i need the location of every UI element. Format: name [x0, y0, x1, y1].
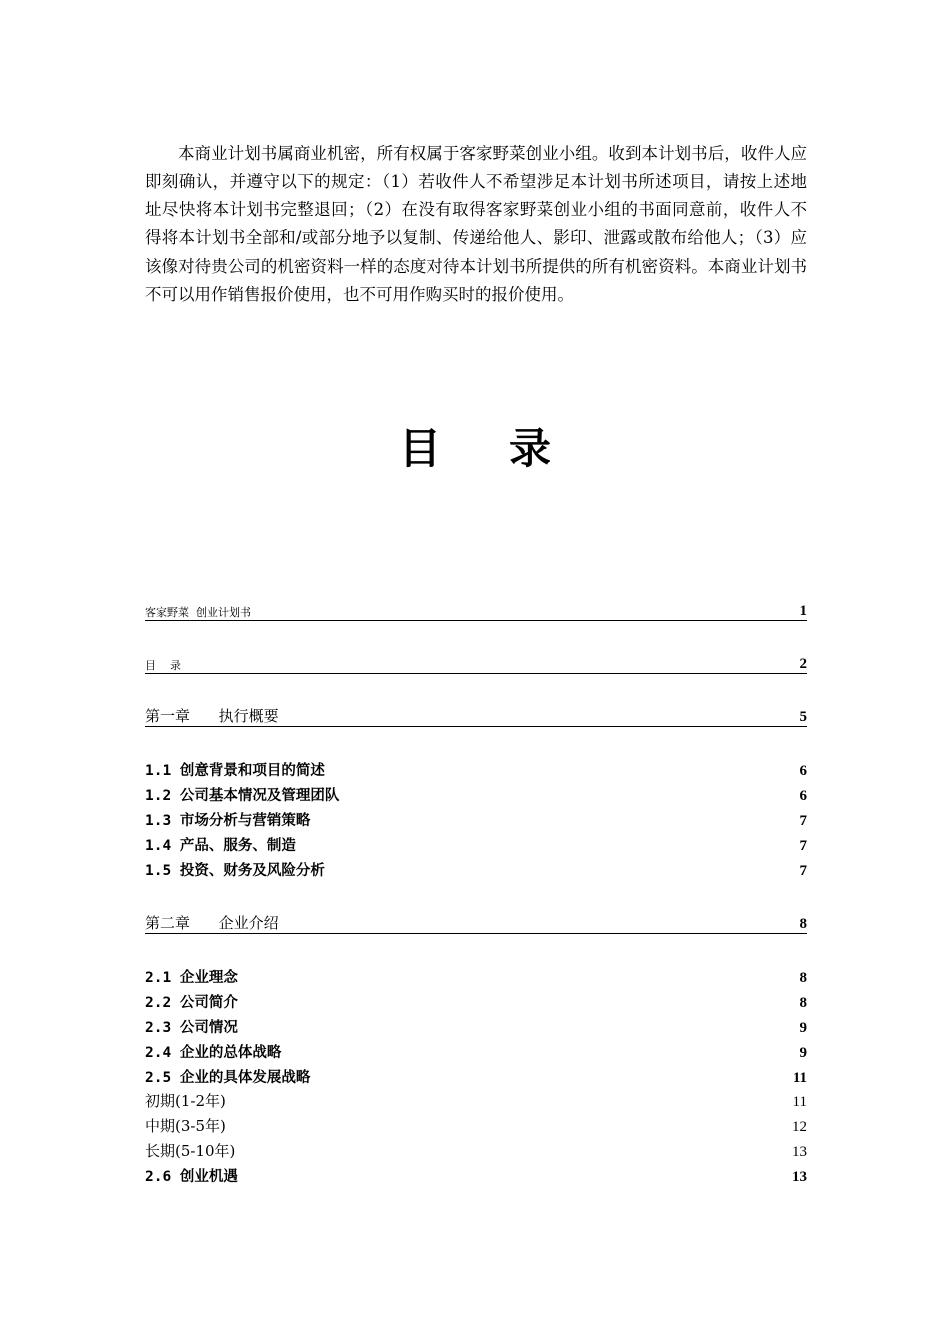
toc-entry-plan-title[interactable]	[145, 598, 807, 621]
toc-label: 客家野菜 创业计划书	[145, 606, 251, 619]
toc-entry[interactable]	[145, 833, 807, 855]
toc-label: 2.4 企业的总体战略	[145, 1045, 282, 1061]
toc-page-number: 6	[799, 763, 807, 779]
toc-entry-contents[interactable]	[145, 651, 807, 674]
toc-label: 长期(5-10年)	[145, 1142, 236, 1160]
toc-entry[interactable]	[145, 758, 807, 780]
toc-page-number: 7	[799, 838, 807, 854]
toc-label: 1.3 市场分析与营销策略	[145, 813, 311, 829]
toc-page-number: 2	[799, 656, 807, 672]
toc-entry[interactable]	[145, 990, 807, 1012]
toc-entry[interactable]	[145, 1164, 807, 1186]
toc-page-number: 7	[799, 813, 807, 829]
toc-entry[interactable]	[145, 783, 807, 805]
toc-label: 2.3 公司情况	[145, 1020, 238, 1036]
toc-entry-chapter-2[interactable]	[145, 911, 807, 934]
toc-label: 中期(3-5年)	[145, 1117, 226, 1135]
toc-entry[interactable]	[145, 1015, 807, 1037]
toc-page-number: 12	[792, 1119, 807, 1135]
toc-page-number: 9	[799, 1045, 807, 1061]
toc-label: 1.5 投资、财务及风险分析	[145, 863, 325, 879]
toc-page-number: 13	[792, 1144, 807, 1160]
toc-page-number: 6	[799, 788, 807, 804]
toc-page-number: 11	[792, 1070, 807, 1086]
confidentiality-notice: 本商业计划书属商业机密，所有权属于客家野菜创业小组。收到本计划书后，收件人应即刻确认，并遵守以下的规定：（1）若收件人不希望涉足本计划书所述项目，请按上述地址尽快将本计划书完整退回；（2）在没有取得客家野菜创业小组的书面同意前，收件人不得将本计划书全部和/或部分地予以复制、传递给他人、影印、泄露或散布给他人；（3）应该像对待贵公司的机密资料一样的态度对待本计划书所提供的所有机密资料。本商业计划书不可以用作销售报价使用，也不可用作购买时的报价使用。	[145, 143, 807, 304]
toc-page-number: 9	[799, 1020, 807, 1036]
toc-label: 初期(1-2年)	[145, 1092, 226, 1110]
toc-entry[interactable]	[145, 965, 807, 987]
toc-entry-chapter-1[interactable]	[145, 704, 807, 727]
toc-label: 2.5 企业的具体发展战略	[145, 1070, 311, 1086]
toc-label: 第二章 企业介绍	[145, 914, 279, 932]
toc-label: 1.1 创意背景和项目的简述	[145, 763, 325, 779]
toc-label: 第一章 执行概要	[145, 707, 279, 725]
toc-page-number: 8	[799, 995, 807, 1011]
toc-entry[interactable]	[145, 808, 807, 830]
toc-page-number: 8	[799, 970, 807, 986]
toc-label: 1.2 公司基本情况及管理团队	[145, 788, 340, 804]
toc-entry[interactable]	[145, 1065, 807, 1087]
toc-label: 2.2 公司简介	[145, 995, 238, 1011]
toc-page-number: 5	[799, 709, 807, 725]
toc-label: 目 录	[145, 659, 181, 672]
toc-page-number: 11	[792, 1094, 807, 1110]
toc-entry[interactable]	[145, 858, 807, 880]
toc-label: 2.1 企业理念	[145, 970, 238, 986]
toc-page-number: 1	[799, 603, 807, 619]
toc-entry[interactable]	[145, 1139, 807, 1161]
toc-label: 2.6 创业机遇	[145, 1169, 238, 1185]
toc-label: 1.4 产品、服务、制造	[145, 838, 296, 854]
toc-entry[interactable]	[145, 1114, 807, 1136]
toc-page-number: 13	[792, 1169, 807, 1185]
toc-page-number: 7	[799, 863, 807, 879]
toc-heading: 目录	[398, 424, 619, 473]
toc-entry[interactable]	[145, 1089, 807, 1111]
toc-entry[interactable]	[145, 1040, 807, 1062]
toc-page-number: 8	[799, 916, 807, 932]
